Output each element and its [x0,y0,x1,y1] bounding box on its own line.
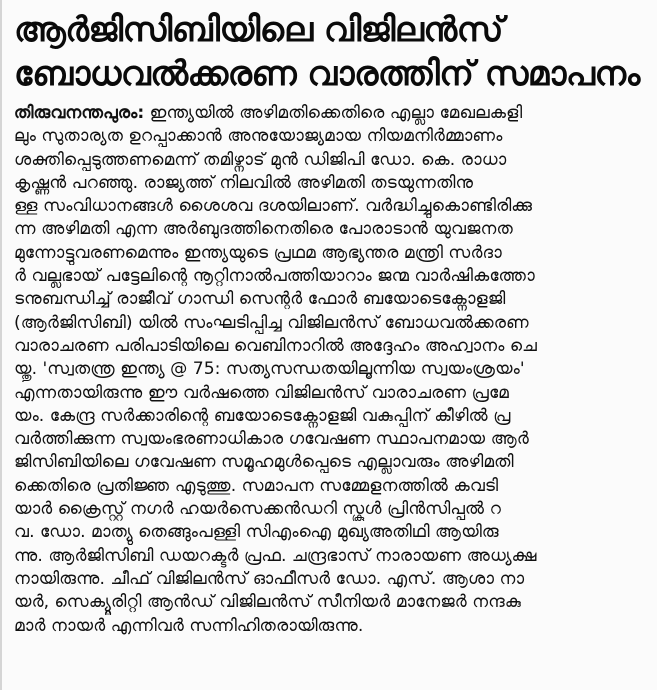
body-line: യം. കേന്ദ്ര സർക്കാരിന്റെ ബയോടെക്നോളജി വകുപ്പിന് കീഴിൽ പ്ര [14,405,511,426]
body-line: എന്നതായിരുന്നു ഈ വർഷത്തെ വിജിലൻസ് വാരാചരണ പ്രമേ [14,382,509,403]
body-line: ള്ള സംവിധാനങ്ങൾ ശൈശവ ദശയിലാണ്. വർദ്ധിച്ചുകൊണ്ടിരിക്കു [14,196,533,217]
body-line: യ്തു. 'സ്വതന്ത്ര ഇന്ത്യ @ 75: സത്യസന്ധതയിലൂന്നിയ സ്വയംശ്രയം' [14,359,525,380]
headline-line-2: ബോധവൽക്കരണ വാരത്തിന് സമാപനം [14,54,640,94]
body-line: മാർ നായർ എന്നിവർ സന്നിഹിതരായിരുന്നു. [14,615,364,636]
body-line: കൃഷ്ണൻ പറഞ്ഞു. രാജ്യത്ത് നിലവിൽ അഴിമതി തടയുന്നതിനു [14,172,474,193]
body-line-text: ഇന്ത്യയിൽ അഴിമതിക്കെതിരെ എല്ലാ മേഖലകളി [144,103,523,123]
body-line: ജിസിബിയിലെ ഗവേഷണ സമൂഹമുൾപ്പെടെ എല്ലാവരും അഴിമതി [14,452,514,473]
body-line: നായിരുന്നു. ചീഫ് വിജിലൻസ് ഓഫീസർ ഡോ. എസ്. ആശാ നാ [14,568,525,589]
article-body [14,102,645,638]
body-line [14,102,645,125]
body-line: ടനുബന്ധിച്ച് രാജീവ് ഗാന്ധി സെന്റർ ഫോർ ബയോടെക്നോളജി [14,289,506,310]
body-line: വ. ഡോ. മാത്യു തെങ്ങുംപള്ളി സിഎംഐ മുഖ്യഅതിഥി ആയിരു [14,522,499,543]
body-line: ശക്തിപ്പെടുത്തണമെന്ന് തമിഴ്നാട് മുൻ ഡിജിപി ഡോ. കെ. രാധാ [14,149,507,170]
body-line: ക്കെതിരെ പ്രതിജ്ഞ എടുത്തു. സമാപന സമ്മേളനത്തിൽ കവടി [14,475,499,496]
body-line: ർ വല്ലഭായ് പട്ടേലിന്റെ നൂറ്റിനാൽപത്തിയാറാം ജന്മ വാർഷികത്തോ [14,266,535,287]
body-line: ന്ന അഴിമതി എന്ന അർബുദത്തിനെതിരെ പോരാടാൻ യുവജനത [14,219,513,240]
body-line: മുന്നോട്ടുവരണമെന്നും ഇന്ത്യയുടെ പ്രഥമ ആഭ്യന്തര മന്ത്രി സർദാ [14,242,502,263]
body-line: യാർ ക്രൈസ്റ്റ് നഗർ ഹയർസെക്കൻഡറി സ്കൂൾ പ്രിൻസിപ്പൽ റ [14,499,502,520]
body-line: വാരാചരണ പരിപാടിയിലെ വെബിനാറിൽ അദ്ദേഹം അഹ്വാനം ചെ [14,335,538,356]
body-line: യർ, സെക്യൂരിറ്റി ആൻഡ് വിജിലൻസ് സീനിയർ മാനേജർ നന്ദകു [14,592,521,613]
dateline: തിരുവനന്തപുരം: [14,103,145,123]
body-line: ലും സുതാര്യത ഉറപ്പാക്കാൻ അനുയോജ്യമായ നിയമനിർമ്മാണം [14,126,503,147]
body-line: ന്നു. ആർജിസിബി ഡയറക്ടർ പ്രഫ. ചന്ദ്രഭാസ് നാരായണ അധ്യക്ഷ [14,545,537,566]
headline [14,8,645,96]
body-line: (ആർജിസിബി) യിൽ സംഘടിപ്പിച്ച വിജിലൻസ് ബോധവൽക്കരണ [14,312,529,333]
body-line: വർത്തിക്കുന്ന സ്വയംഭരണാധികാര ഗവേഷണ സ്ഥാപനമായ ആർ [14,429,529,450]
headline-line-1: ആർജിസിബിയിലെ വിജിലൻസ് [14,10,503,50]
